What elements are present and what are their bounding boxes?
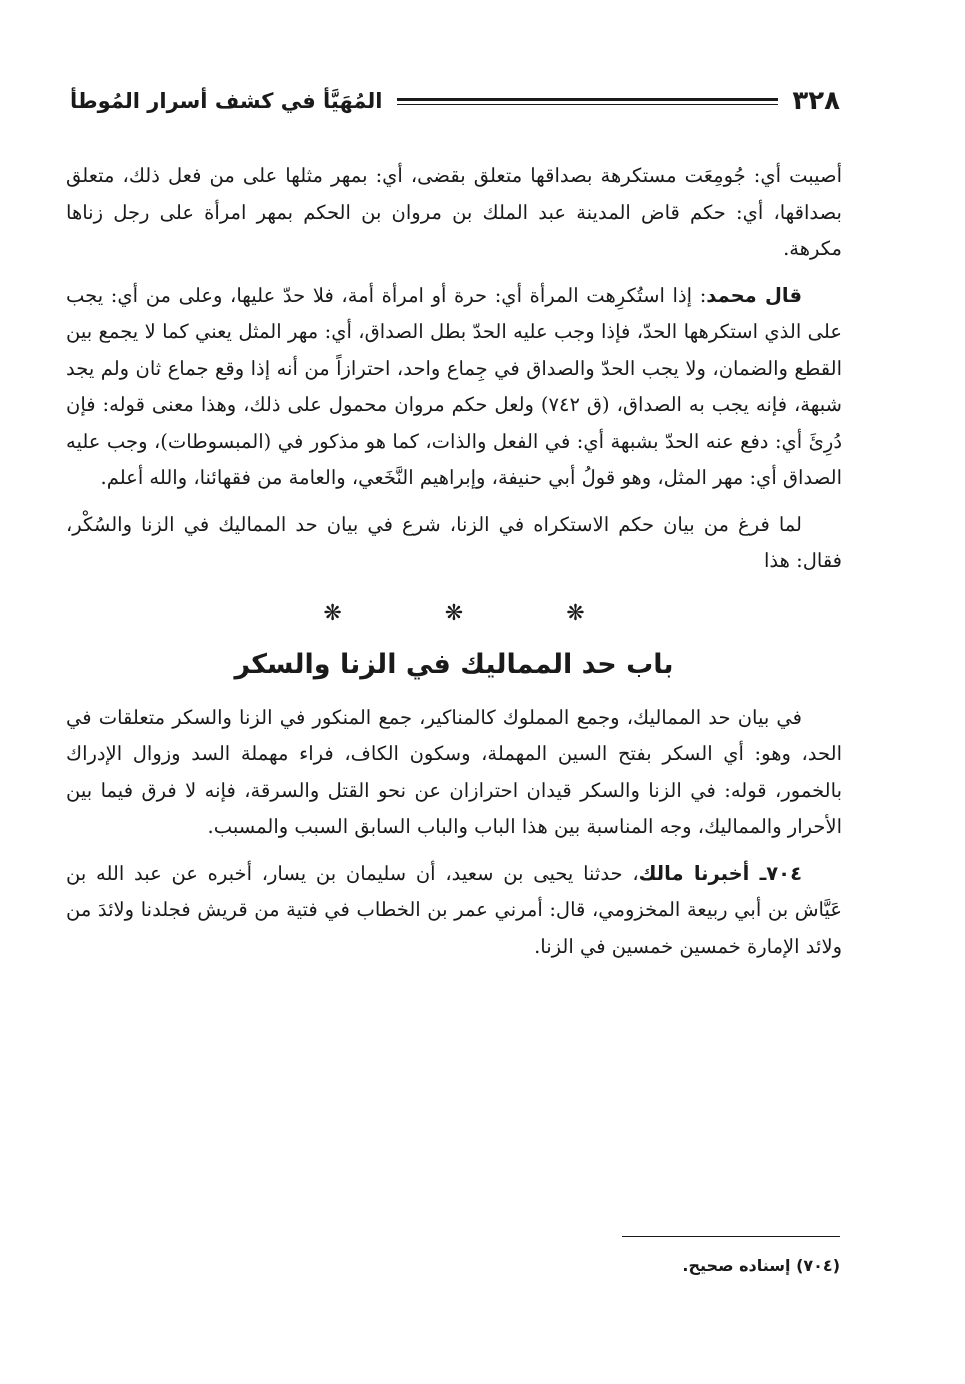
hadith-lead: ٧٠٤ـ أخبرنا مالك [638, 861, 802, 885]
paragraph-3: لما فرغ من بيان حكم الاستكراه في الزنا، شرع في بيان حد المماليك في الزنا والسُكْر، فقال: هذا [66, 512, 842, 572]
hadith-text: ، حدثنا يحيى بن سعيد، أن سليمان بن يسار، أخبره عن عبد الله بن عَيَّاش بن أبي ربيعة المخزومي، قال: أمرني عمر بن الخطاب في فتية من قريش فجلدنا ولائدَ من ولائد الإمارة خمسين خمسين في الزنا. [66, 861, 842, 958]
section-separator-stars: ❋ ❋ ❋ [323, 600, 633, 626]
footnote: (٧٠٤) إسناده صحيح. [682, 1256, 840, 1275]
running-title: المُهَيَّأ في كشف أسرار المُوطأ [70, 89, 383, 113]
paragraph-2-lead: قال محمد [706, 283, 802, 307]
header-rule [397, 98, 779, 105]
paragraph-2-text: : إذا استُكرِهت المرأة أي: حرة أو امرأة أمة، فلا حدّ عليها، وعلى من أي: يجب على الذي استكرهها الحدّ، فإذا وجب عليه الحدّ بطل الصداق، أي: مهر المثل يعني كما لا يجمع بين القطع والضمان، ولا يجب الحدّ والصداق في جِماع واحد، احترازاً من أنه إذا وقع جماع ثان ولم يجد شبهة، فإنه يجب به الصداق، (ق ٧٤٢) ولعل حكم مروان محمول على ذلك، وهذا معنى قوله: فإن دُرِئَ أي: دفع عنه الحدّ بشبهة أي: في الفعل والذات، كما هو مذكور في (المبسوطات)، وجب عليه الصداق أي: مهر المثل، وهو قولُ أبي حنيفة، وإبراهيم النَّخَعي، والعامة من فقهائنا، والله أعلم. [66, 283, 842, 489]
chapter-title: باب حد المماليك في الزنا والسكر [234, 648, 674, 680]
paragraph-1: أصيبت أي: جُومِعَت مستكرهة بصداقها متعلق بقضى، أي: بمهر مثلها على من فعل ذلك، متعلق بصداقها، أي: حكم قاض المدينة عبد الملك بن مروان بن الحكم بمهر امرأة على رجل زناها مكرهة. [66, 164, 842, 260]
page-number: ٣٢٨ [792, 86, 840, 116]
paragraph-4: في بيان حد المماليك، وجمع المملوك كالمناكير، جمع المنكور في الزنا والسكر متعلقات في الحد، وهو: أي السكر بفتح السين المهملة، وسكون الكاف، فراء مهملة السد وزوال الإدراك بالخمور، قوله: في الزنا والسكر قيدان احترازان عن نحو القتل والسرقة، فإنه لا فرق فيما بين الأحرار والمماليك، وجه المناسبة بين هذا الباب والباب السابق السبب والمسبب. [66, 705, 842, 838]
main-text [66, 158, 842, 975]
paragraph-2 [66, 278, 842, 497]
paragraph-5 [66, 856, 842, 966]
footnote-rule [622, 1236, 840, 1237]
page-header [70, 84, 840, 118]
